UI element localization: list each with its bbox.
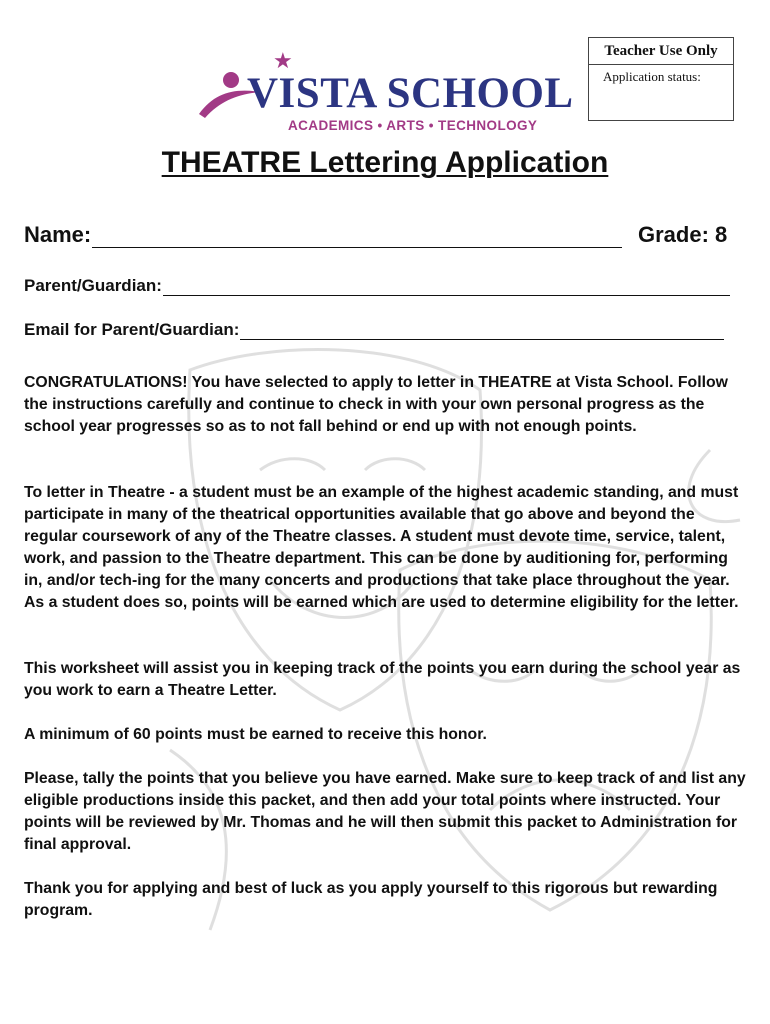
grade-label: Grade: 8	[638, 222, 728, 247]
teacher-use-box	[588, 37, 734, 121]
logo-tagline: ACADEMICS • ARTS • TECHNOLOGY	[288, 118, 538, 133]
vista-school-logo	[195, 48, 580, 138]
teacher-use-heading: Teacher Use Only	[589, 38, 733, 65]
congratulations-paragraph: CONGRATULATIONS! You have selected to apply to letter in THEATRE at Vista School. Follow the instructions carefully and continue to check in with your own personal progress as the school year progresses so as to not fall behind or end up with not enough points.	[24, 374, 728, 435]
parent-guardian-label: Parent/Guardian:	[24, 276, 162, 295]
requirements-paragraph: To letter in Theatre - a student must be an example of the highest academic standing, and must participate in many of the theatrical opportunities available that go above and beyond the regular coursework of any of the Theatre classes. A student must devote time, service, talent, work, and passion to the Theatre department. This can be done by auditioning for, performing in, and/or tech-ing for the many concerts and productions that take place throughout the year. As a student does so, points will be earned which are used to determine eligibility for the letter.	[24, 484, 739, 611]
page-title: THEATRE Lettering Application	[161, 146, 609, 179]
parent-guardian-line[interactable]	[163, 277, 730, 296]
name-field[interactable]	[24, 222, 622, 248]
tally-instructions-paragraph: Please, tally the points that you believe you have earned. Make sure to keep track of and list any eligible productions inside this packet, and then add your total points where instructed. Your points will be reviewed by Mr. Thomas and he will then submit this packet to Administration for final approval.	[24, 770, 746, 853]
parent-email-line[interactable]	[240, 321, 724, 340]
worksheet-paragraph: This worksheet will assist you in keeping track of the points you earn during the school year as you work to earn a Theatre Letter.	[24, 660, 741, 699]
parent-guardian-field[interactable]	[24, 276, 730, 296]
name-line[interactable]	[92, 225, 622, 248]
application-status-label: Application status:	[603, 69, 701, 84]
thank-you-paragraph: Thank you for applying and best of luck as you apply yourself to this rigorous but rewarding program.	[24, 880, 718, 919]
minimum-points-paragraph: A minimum of 60 points must be earned to receive this honor.	[24, 726, 487, 743]
logo-school-name: VISTA SCHOOL	[247, 70, 574, 117]
name-label: Name:	[24, 222, 92, 247]
star-icon: ★	[273, 48, 293, 73]
parent-email-label: Email for Parent/Guardian:	[24, 320, 240, 339]
parent-email-field[interactable]	[24, 320, 724, 340]
